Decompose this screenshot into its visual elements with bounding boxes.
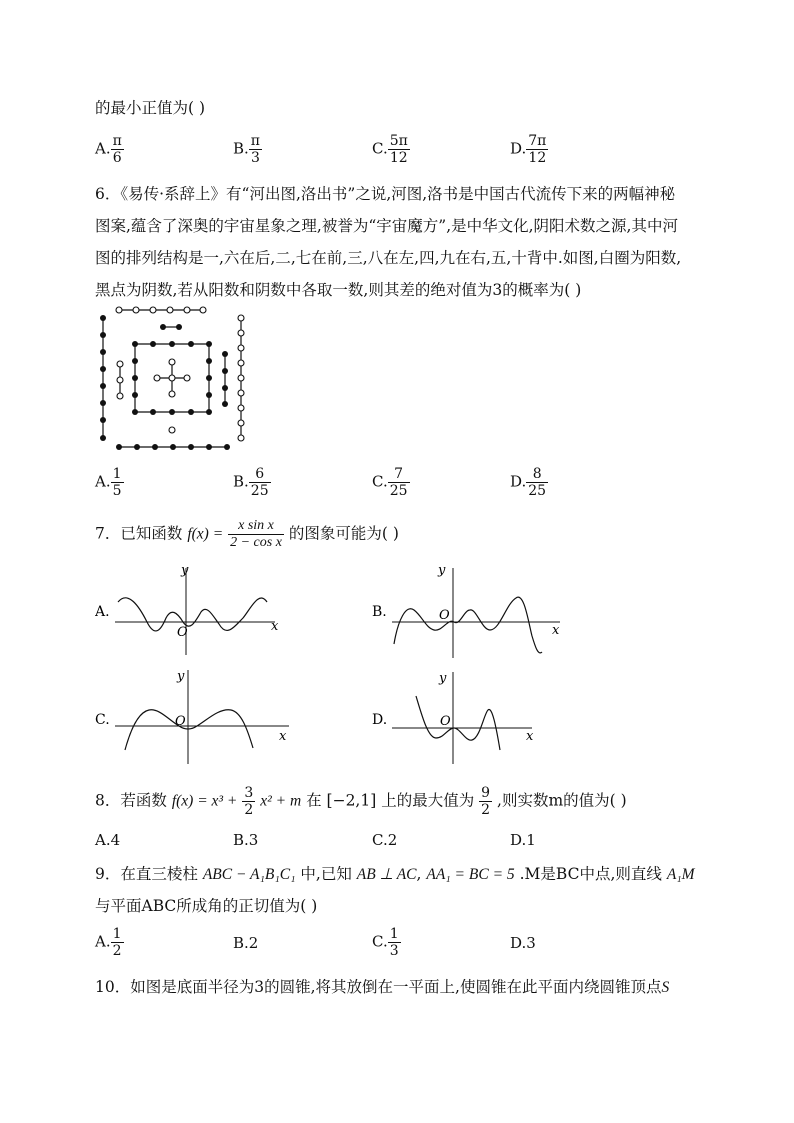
q7-graph-b[interactable] <box>372 560 572 660</box>
q5-option-b[interactable]: B. $\frac{\pi}{3}$ <box>233 133 260 166</box>
q6-line-2: 图案,蕴含了深奥的宇宙星象之理,被誉为“宇宙魔方”,是中华文化,阴阳术数之源,其中河 <box>95 217 678 235</box>
q6-line-4: 黑点为阴数,若从阳数和阴数中各取一数,则其差的绝对值为3的概率为( ) <box>95 281 582 299</box>
q7-graph-d[interactable] <box>372 666 572 766</box>
q8-option-b[interactable]: B.3 <box>233 831 259 849</box>
q5-continuation: 的最小正值为( ) <box>95 99 206 117</box>
q6-line-1: 6．《易传·系辞上》有“河出图,洛出书”之说,河图,洛书是中国古代流传下来的两幅神秘 <box>95 185 676 203</box>
svg-text:y: y <box>439 671 447 686</box>
q5-option-d[interactable]: D. $\frac{7\pi}{12}$ <box>510 133 547 166</box>
q7-graph-c-label: C. <box>95 712 110 728</box>
q6-option-a[interactable]: A. $\frac{1}{5}$ <box>95 466 122 499</box>
svg-text:y: y <box>177 669 185 684</box>
q9-option-b[interactable]: B.2 <box>233 934 259 952</box>
svg-text:x: x <box>271 619 279 634</box>
q6-option-d[interactable]: D. $\frac{8}{25}$ <box>510 466 547 499</box>
q8-stem: 8．若函数 f(x) = x³ + $\frac{3}{2}$ x² + m 在 [−2,1] 上的最大值为 $\frac{9}{2}$ ,则实数m的值为( ) <box>95 785 627 818</box>
svg-text:x: x <box>526 729 534 744</box>
q7-graph-b-label: B. <box>372 604 387 620</box>
q7-graph-c[interactable] <box>95 666 295 766</box>
svg-text:O: O <box>177 625 188 640</box>
svg-text:O: O <box>439 608 450 623</box>
q7-graph-d-label: D. <box>372 712 388 728</box>
q9-line-1: 9．在直三棱柱 ABC − A₁B₁C₁ 中,已知 AB ⊥ AC, AA₁ = BC = 5 .M是BC中点,则直线 A₁M <box>95 865 695 883</box>
q8-option-c[interactable]: C.2 <box>372 831 398 849</box>
q9-option-c[interactable]: C. $\frac{1}{3}$ <box>372 926 399 959</box>
svg-text:O: O <box>175 714 186 729</box>
q8-option-d[interactable]: D.1 <box>510 831 536 849</box>
q9-line-2: 与平面ABC所成角的正切值为( ) <box>95 897 318 915</box>
q7-stem: 7．已知函数 f(x) = $\frac{\text{x sin x}}{\text{2 − cos x}}$ 的图象可能为( ) <box>95 518 399 550</box>
q7-graph-a[interactable] <box>95 560 295 660</box>
svg-text:x: x <box>552 623 560 638</box>
q8-option-a[interactable]: A.4 <box>95 831 121 849</box>
q6-line-3: 图的排列结构是一,六在后,二,七在前,三,八在左,四,九在右,五,十背中.如图,白圈为阳数, <box>95 249 682 267</box>
svg-text:y: y <box>181 563 189 578</box>
q5-option-c[interactable]: C. $\frac{5\pi}{12}$ <box>372 133 408 166</box>
q7-graph-a-label: A. <box>95 604 110 620</box>
q6-option-c[interactable]: C. $\frac{7}{25}$ <box>372 466 408 499</box>
hetu-diagram <box>95 300 255 455</box>
q10-line-1: 10．如图是底面半径为3的圆锥,将其放倒在一平面上,使圆锥在此平面内绕圆锥顶点S <box>95 978 670 996</box>
svg-text:y: y <box>438 563 446 578</box>
q5-option-a[interactable]: A. $\frac{\pi}{6}$ <box>95 133 122 166</box>
svg-text:O: O <box>440 714 451 729</box>
q9-option-a[interactable]: A. $\frac{1}{2}$ <box>95 926 122 959</box>
q6-option-b[interactable]: B. $\frac{6}{25}$ <box>233 466 269 499</box>
q9-option-d[interactable]: D.3 <box>510 934 536 952</box>
svg-text:x: x <box>279 729 287 744</box>
